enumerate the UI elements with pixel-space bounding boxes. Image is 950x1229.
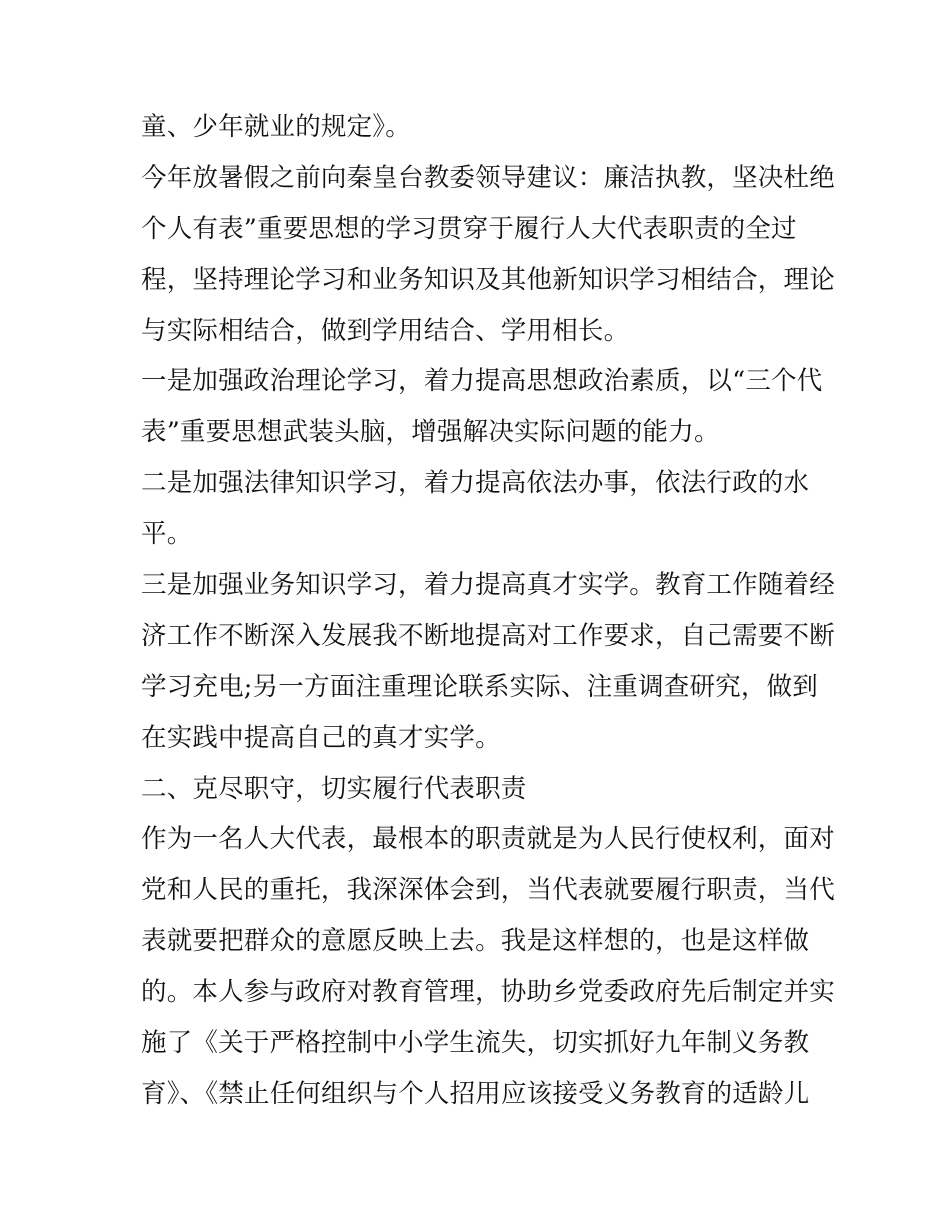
text-line: 平。 [141, 519, 193, 550]
text-line: 学习充电;另一方面注重理论联系实际、注重调查研究，做到 [141, 671, 818, 702]
text-line: 在实践中提高自己的真才实学。 [141, 722, 501, 753]
text-line: 作为一名人大代表，最根本的职责就是为人民行使权利，面对 [141, 824, 835, 855]
text-line: 表就要把群众的意愿反映上去。我是这样想的，也是这样做 [141, 926, 810, 957]
section-heading: 二、克尽职守，切实履行代表职责 [141, 773, 527, 804]
text-line: 表”重要思想武装头脑，增强解决实际问题的能力。 [141, 417, 720, 448]
text-line: 二是加强法律知识学习，着力提高依法办事，依法行政的水 [141, 468, 810, 499]
text-line: 与实际相结合，做到学用结合、学用相长。 [141, 315, 630, 346]
text-line: 程，坚持理论学习和业务知识及其他新知识学习相结合，理论 [141, 264, 835, 295]
text-line: 的。本人参与政府对教育管理，协助乡党委政府先后制定并实 [141, 977, 835, 1008]
text-line: 党和人民的重托，我深深体会到，当代表就要履行职责，当代 [141, 875, 835, 906]
text-line: 三是加强业务知识学习，着力提高真才实学。教育工作随着经 [141, 570, 835, 601]
text-line: 育》、《禁止任何组织与个人招用应该接受义务教育的适龄儿 [141, 1078, 810, 1109]
document-body [141, 106, 835, 1124]
text-line: 一是加强政治理论学习，着力提高思想政治素质，以“三个代 [141, 366, 823, 397]
text-line: 施了《关于严格控制中小学生流失，切实抓好九年制义务教 [141, 1028, 810, 1059]
text-line: 童、少年就业的规定》。 [141, 112, 411, 142]
text-line: 今年放暑假之前向秦皇台教委领导建议：廉洁执教，坚决杜绝 [141, 162, 835, 193]
text-line: 济工作不断深入发展我不断地提高对工作要求，自己需要不断 [141, 620, 835, 651]
text-line: 个人有表”重要思想的学习贯穿于履行人大代表职责的全过 [141, 213, 797, 244]
